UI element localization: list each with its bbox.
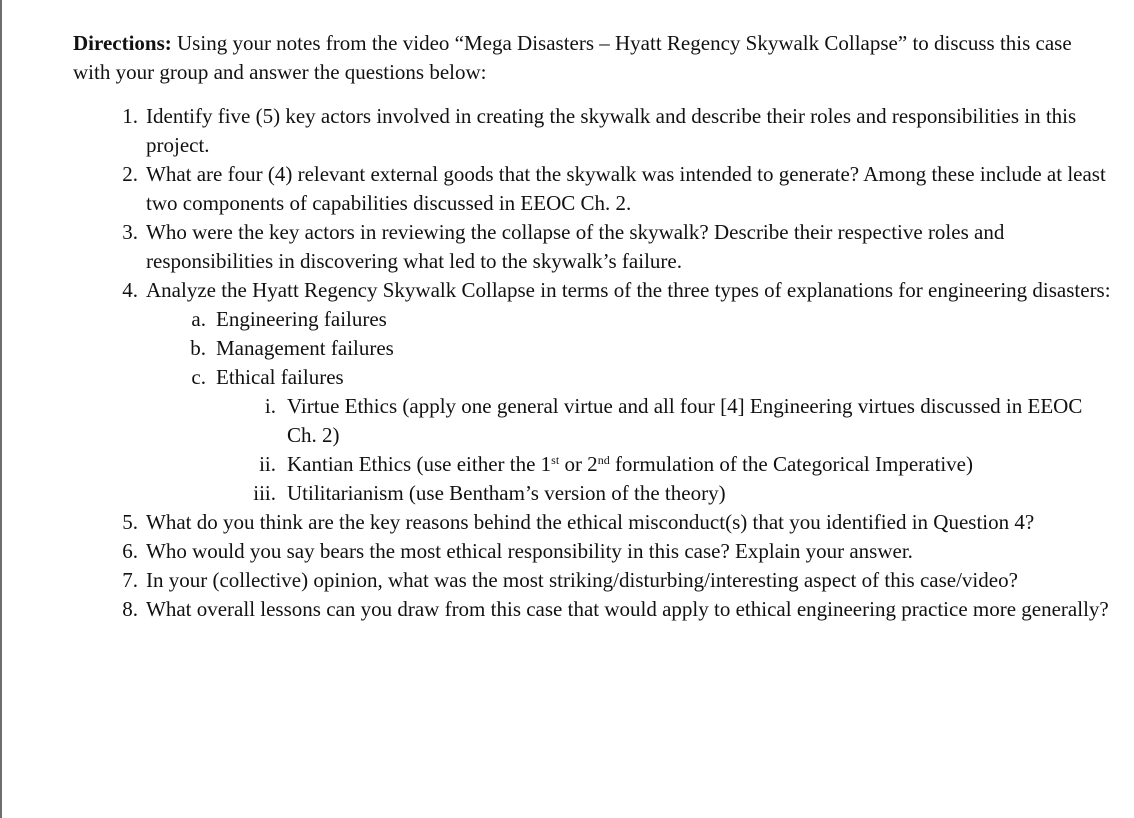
question-8 [110, 595, 1113, 624]
question-4c-ii-text [287, 450, 1113, 479]
question-2-text: What are four (4) relevant external goods that the skywalk was intended to generate? Among these include at least two components of capabilities discussed in EEOC Ch. 2. [146, 162, 1106, 215]
question-2 [110, 160, 1113, 218]
question-1 [110, 102, 1113, 160]
superscript-nd: nd [597, 453, 610, 467]
question-4c-text: Ethical failures [216, 365, 344, 389]
question-5-text: What do you think are the key reasons behind the ethical misconduct(s) that you identified in Question 4? [146, 510, 1035, 534]
question-4b-letter: b. [190, 336, 206, 360]
question-2-number: 2. [122, 162, 138, 186]
document-content [73, 29, 1113, 624]
question-4a-text: Engineering failures [216, 307, 387, 331]
question-4c-ii [242, 450, 1113, 479]
directions-text: Using your notes from the video “Mega Disasters – Hyatt Regency Skywalk Collapse” to discuss this case with your group and answer the questions below: [73, 31, 1072, 84]
question-4-number: 4. [122, 278, 138, 302]
question-5 [110, 508, 1113, 537]
question-3-text: Who were the key actors in reviewing the collapse of the skywalk? Describe their respective roles and responsibilities in discovering what led to the skywalk’s failure. [146, 220, 1005, 273]
question-7 [110, 566, 1113, 595]
directions-paragraph [73, 29, 1113, 87]
question-1-text: Identify five (5) key actors involved in creating the skywalk and describe their roles and responsibilities in this project. [146, 104, 1077, 157]
question-4c-ii-numeral: ii. [259, 452, 276, 476]
question-4b [182, 334, 1113, 363]
question-7-text: In your (collective) opinion, what was the most striking/disturbing/interesting aspect of this case/video? [146, 568, 1018, 592]
question-4a-letter: a. [191, 307, 206, 331]
question-5-number: 5. [122, 510, 138, 534]
question-4c-ii-text-b: or 2 [559, 452, 598, 476]
question-4 [110, 276, 1113, 305]
question-4c [182, 363, 1113, 392]
question-4c-letter: c. [191, 365, 206, 389]
question-6-text: Who would you say bears the most ethical responsibility in this case? Explain your answer. [146, 539, 913, 563]
question-4c-ii-text-c: formulation of the Categorical Imperative) [609, 452, 973, 476]
question-8-text: What overall lessons can you draw from this case that would apply to ethical engineering practice more generally? [146, 597, 1109, 621]
question-4a [182, 305, 1113, 334]
question-4c-i-text: Virtue Ethics (apply one general virtue and all four [4] Engineering virtues discussed in EEOC Ch. 2) [287, 394, 1083, 447]
question-4c-ii-text-a: Kantian Ethics (use either the 1 [287, 452, 552, 476]
question-4c-i [242, 392, 1113, 450]
question-4c-i-numeral: i. [264, 394, 276, 418]
question-7-number: 7. [122, 568, 138, 592]
question-6 [110, 537, 1113, 566]
question-3-number: 3. [122, 220, 138, 244]
question-4c-iii [242, 479, 1113, 508]
question-4-text: Analyze the Hyatt Regency Skywalk Collapse in terms of the three types of explanations for engineering disasters: [146, 278, 1111, 302]
question-3 [110, 218, 1113, 276]
question-4c-iii-text: Utilitarianism (use Bentham’s version of the theory) [287, 481, 726, 505]
question-4b-text: Management failures [216, 336, 394, 360]
question-8-number: 8. [122, 597, 138, 621]
question-1-number: 1. [122, 104, 138, 128]
question-6-number: 6. [122, 539, 138, 563]
question-4c-iii-numeral: iii. [253, 481, 276, 505]
superscript-st: st [551, 453, 560, 467]
directions-label: Directions: [73, 31, 172, 55]
